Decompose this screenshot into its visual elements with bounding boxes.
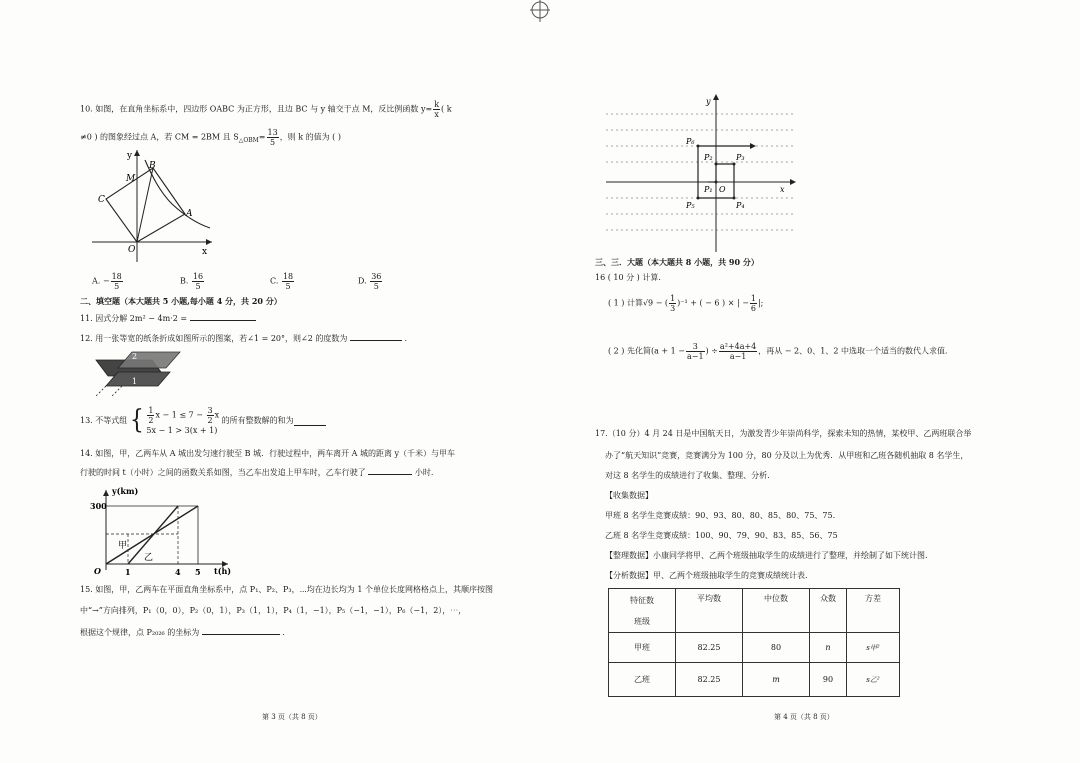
grid-label-p4: P₄ <box>736 201 745 210</box>
q15-line2: 中“→”方向排列，P₁（0，0），P₂（0，1），P₃（1，1），P₄（1，−1），P₅（−1，−1），P₆（−1，2），⋯， <box>80 606 467 615</box>
q10-option-c[interactable]: C. $\frac{18}{5}$ <box>270 272 294 291</box>
section3-title: 三、三．大题（本大题共 8 小题，共 90 分） <box>595 257 759 267</box>
q10-line2: ≠0 ) 的图象经过点 A，若 CM = 2BM 且 $S_{\triangle OBM}=$ $\frac{13}{5}$ ，则 k 的值为 ( ) <box>80 128 341 147</box>
q13-answer-blank[interactable] <box>294 417 326 426</box>
q10-label-b: B <box>149 161 156 171</box>
stats-a-median: 80 <box>743 633 810 663</box>
q10-label-x: x <box>202 247 208 257</box>
table-row <box>609 633 900 663</box>
q15-line1: 15. 如图，甲，乙两车在平面直角坐标系中，点 P₁、P₂、P₃，⋯均在边长均为 1 个单位长度网格格点上，其顺序按图 <box>80 585 493 594</box>
stats-class-a: 甲班 <box>609 633 676 663</box>
grid-label-y: y <box>706 97 711 106</box>
q17-class-a: 甲班 8 名学生竞赛成绩：90、93、80、80、85、80、75、75. <box>605 511 836 520</box>
stats-b-median: m <box>743 663 810 697</box>
q13: 13. 不等式组 { $\frac{1}{2}$ x − 1 ≤ 7 − $\frac{3}{2}$ x 5x − 1 > 3(x + 1) 的所有整数解的和为 <box>80 406 326 436</box>
q10-option-a[interactable]: A. − $\frac{18}{5}$ <box>92 272 122 291</box>
q17-line2: 办了“航天知识”竞赛，竞赛满分为 100 分，80 分及以上为优秀．从甲班和乙班各随机抽取 8 名学生， <box>605 451 969 460</box>
stats-header-median: 中位数 <box>743 589 810 633</box>
left-footer: 第 3 页（共 8 页） <box>262 713 322 721</box>
q17-line3: 对这 8 名学生的成绩进行了收集、整理、分析. <box>605 471 770 480</box>
q10-label-a: A <box>186 209 193 219</box>
q16-header: 16 ( 10 分 ) 计算. <box>595 273 661 282</box>
q10-label-c: C <box>98 195 105 205</box>
stats-a-mean: 82.25 <box>676 633 743 663</box>
q15-answer-blank[interactable] <box>202 626 280 635</box>
q14-t5: 5 <box>195 567 201 577</box>
grid-label-p5: P₅ <box>686 201 695 210</box>
q10-figure <box>90 146 220 264</box>
q14-label-yi: 乙 <box>144 553 154 563</box>
q16-part1: ( 1 ) 计算√9 − ( $\frac{1}{3}$ )⁻¹ + ( − 6 ) × | − $\frac{1}{6}$ |; <box>608 294 764 313</box>
q10-label-o: O <box>128 245 136 255</box>
q13-row2: 5x − 1 > 3(x + 1) <box>146 426 218 435</box>
table-row <box>609 663 900 697</box>
right-page <box>540 0 1080 763</box>
grid-label-x: x <box>780 185 785 194</box>
stats-corner: 特征数 班级 <box>609 589 676 633</box>
q14-origin: O <box>94 566 101 576</box>
grid-label-p3: P₃ <box>736 153 745 162</box>
q14-xlabel: t(h) <box>214 566 232 576</box>
stats-a-variance: s甲² <box>847 633 900 663</box>
grid-label-p6: P₆ <box>686 137 695 146</box>
q14-y300: 300 <box>90 501 107 511</box>
stats-a-mode: n <box>810 633 847 663</box>
q12-figure <box>92 348 188 400</box>
q10-label-m: M <box>126 174 136 184</box>
q14-line2: 行驶的时间 t（小时）之间的函数关系如图，当乙车出发追上甲车时，乙车行驶了 小时. <box>80 468 434 477</box>
q14-answer-blank[interactable] <box>368 466 412 475</box>
q17-class-b: 乙班 8 名学生竞赛成绩：100、90、79、90、83、85、56、75 <box>605 531 838 540</box>
q17-collect: 【收集数据】 <box>605 491 653 500</box>
q16-part2: ( 2 ) 先化简(a + 1 − $\frac{3}{a-1}$ ) ÷ $\frac{\text{a²+4a+4}}{a-1}$ ，再从 − 2、0、1、2 中选取一个适当的数代人求值. <box>608 342 948 361</box>
q10-func-fraction: $\frac{k}{x}$ <box>434 100 440 119</box>
stats-header-mean: 平均数 <box>676 589 743 633</box>
q14-line1: 14. 如图，甲，乙两车从 A 城出发匀速行驶至 B 城．行驶过程中，两车离开 A 城的距离 y（千米）与甲车 <box>80 449 456 458</box>
q17-organize: 【整理数据】小康同学将甲、乙两个班级抽取学生的成绩进行了整理，并绘制了如下统计图. <box>605 551 928 560</box>
q12: 12. 用一张等宽的纸条折成如图所示的图案，若∠1 = 20°，则∠2 的度数为 . <box>80 334 408 343</box>
stats-class-b: 乙班 <box>609 663 676 697</box>
q17-line1: 17.（10 分）4 月 24 日是中国航天日，为激发青少年崇尚科学，探索未知的热情，某校甲、乙两班联合举 <box>595 429 972 438</box>
grid-label-p1: P₁ <box>704 185 713 194</box>
q10-option-b[interactable]: B. $\frac{16}{5}$ <box>180 272 204 291</box>
q11-answer-blank[interactable] <box>190 312 256 321</box>
stats-header-variance: 方差 <box>847 589 900 633</box>
stats-b-variance: s乙² <box>847 663 900 697</box>
section2-title: 二、填空题（本大题共 5 小题,每小题 4 分，共 20 分） <box>80 296 282 306</box>
grid-label-o: O <box>719 185 726 194</box>
q12-angle-1: 1 <box>132 377 138 386</box>
q17-analyze: 【分析数据】甲、乙两个班级抽取学生的竞赛成绩统计表. <box>605 571 808 580</box>
stats-header-mode: 众数 <box>810 589 847 633</box>
q10-label-y: y <box>127 151 133 161</box>
q12-angle-2: 2 <box>132 352 138 361</box>
stats-b-mode: 90 <box>810 663 847 697</box>
q10-option-d[interactable]: D. $\frac{36}{5}$ <box>358 272 382 291</box>
q14-t4: 4 <box>175 567 181 577</box>
q14-label-jia: 甲 <box>118 541 128 551</box>
right-footer: 第 4 页（共 8 页） <box>774 713 834 721</box>
q13-system <box>146 406 219 436</box>
q10-area-fraction: $\frac{13}{5}$ <box>267 128 278 147</box>
q14-t1: 1 <box>125 567 131 577</box>
q14-chart <box>88 484 238 578</box>
q13-brace: { <box>129 405 144 436</box>
q15-grid-figure <box>602 92 800 254</box>
q15-line3: 根据这个规律，点 P₂₀₂₆ 的坐标为 . <box>80 628 285 637</box>
q11: 11. 因式分解 2m² − 4m·2 = <box>80 312 256 325</box>
stats-table <box>608 588 900 697</box>
stats-b-mean: 82.25 <box>676 663 743 697</box>
grid-label-p2: P₂ <box>704 153 713 162</box>
q14-ylabel: y(km) <box>112 486 139 496</box>
q10-line1: 10. 如图，在直角坐标系中，四边形 OABC 为正方形，且边 BC 与 y 轴交于点 M，反比例函数 y= $\frac{k}{x}$ ( k <box>80 100 452 119</box>
q13-row1: $\frac{1}{2}$ x − 1 ≤ 7 − $\frac{3}{2}$ x <box>148 406 220 425</box>
q12-answer-blank[interactable] <box>350 332 402 341</box>
